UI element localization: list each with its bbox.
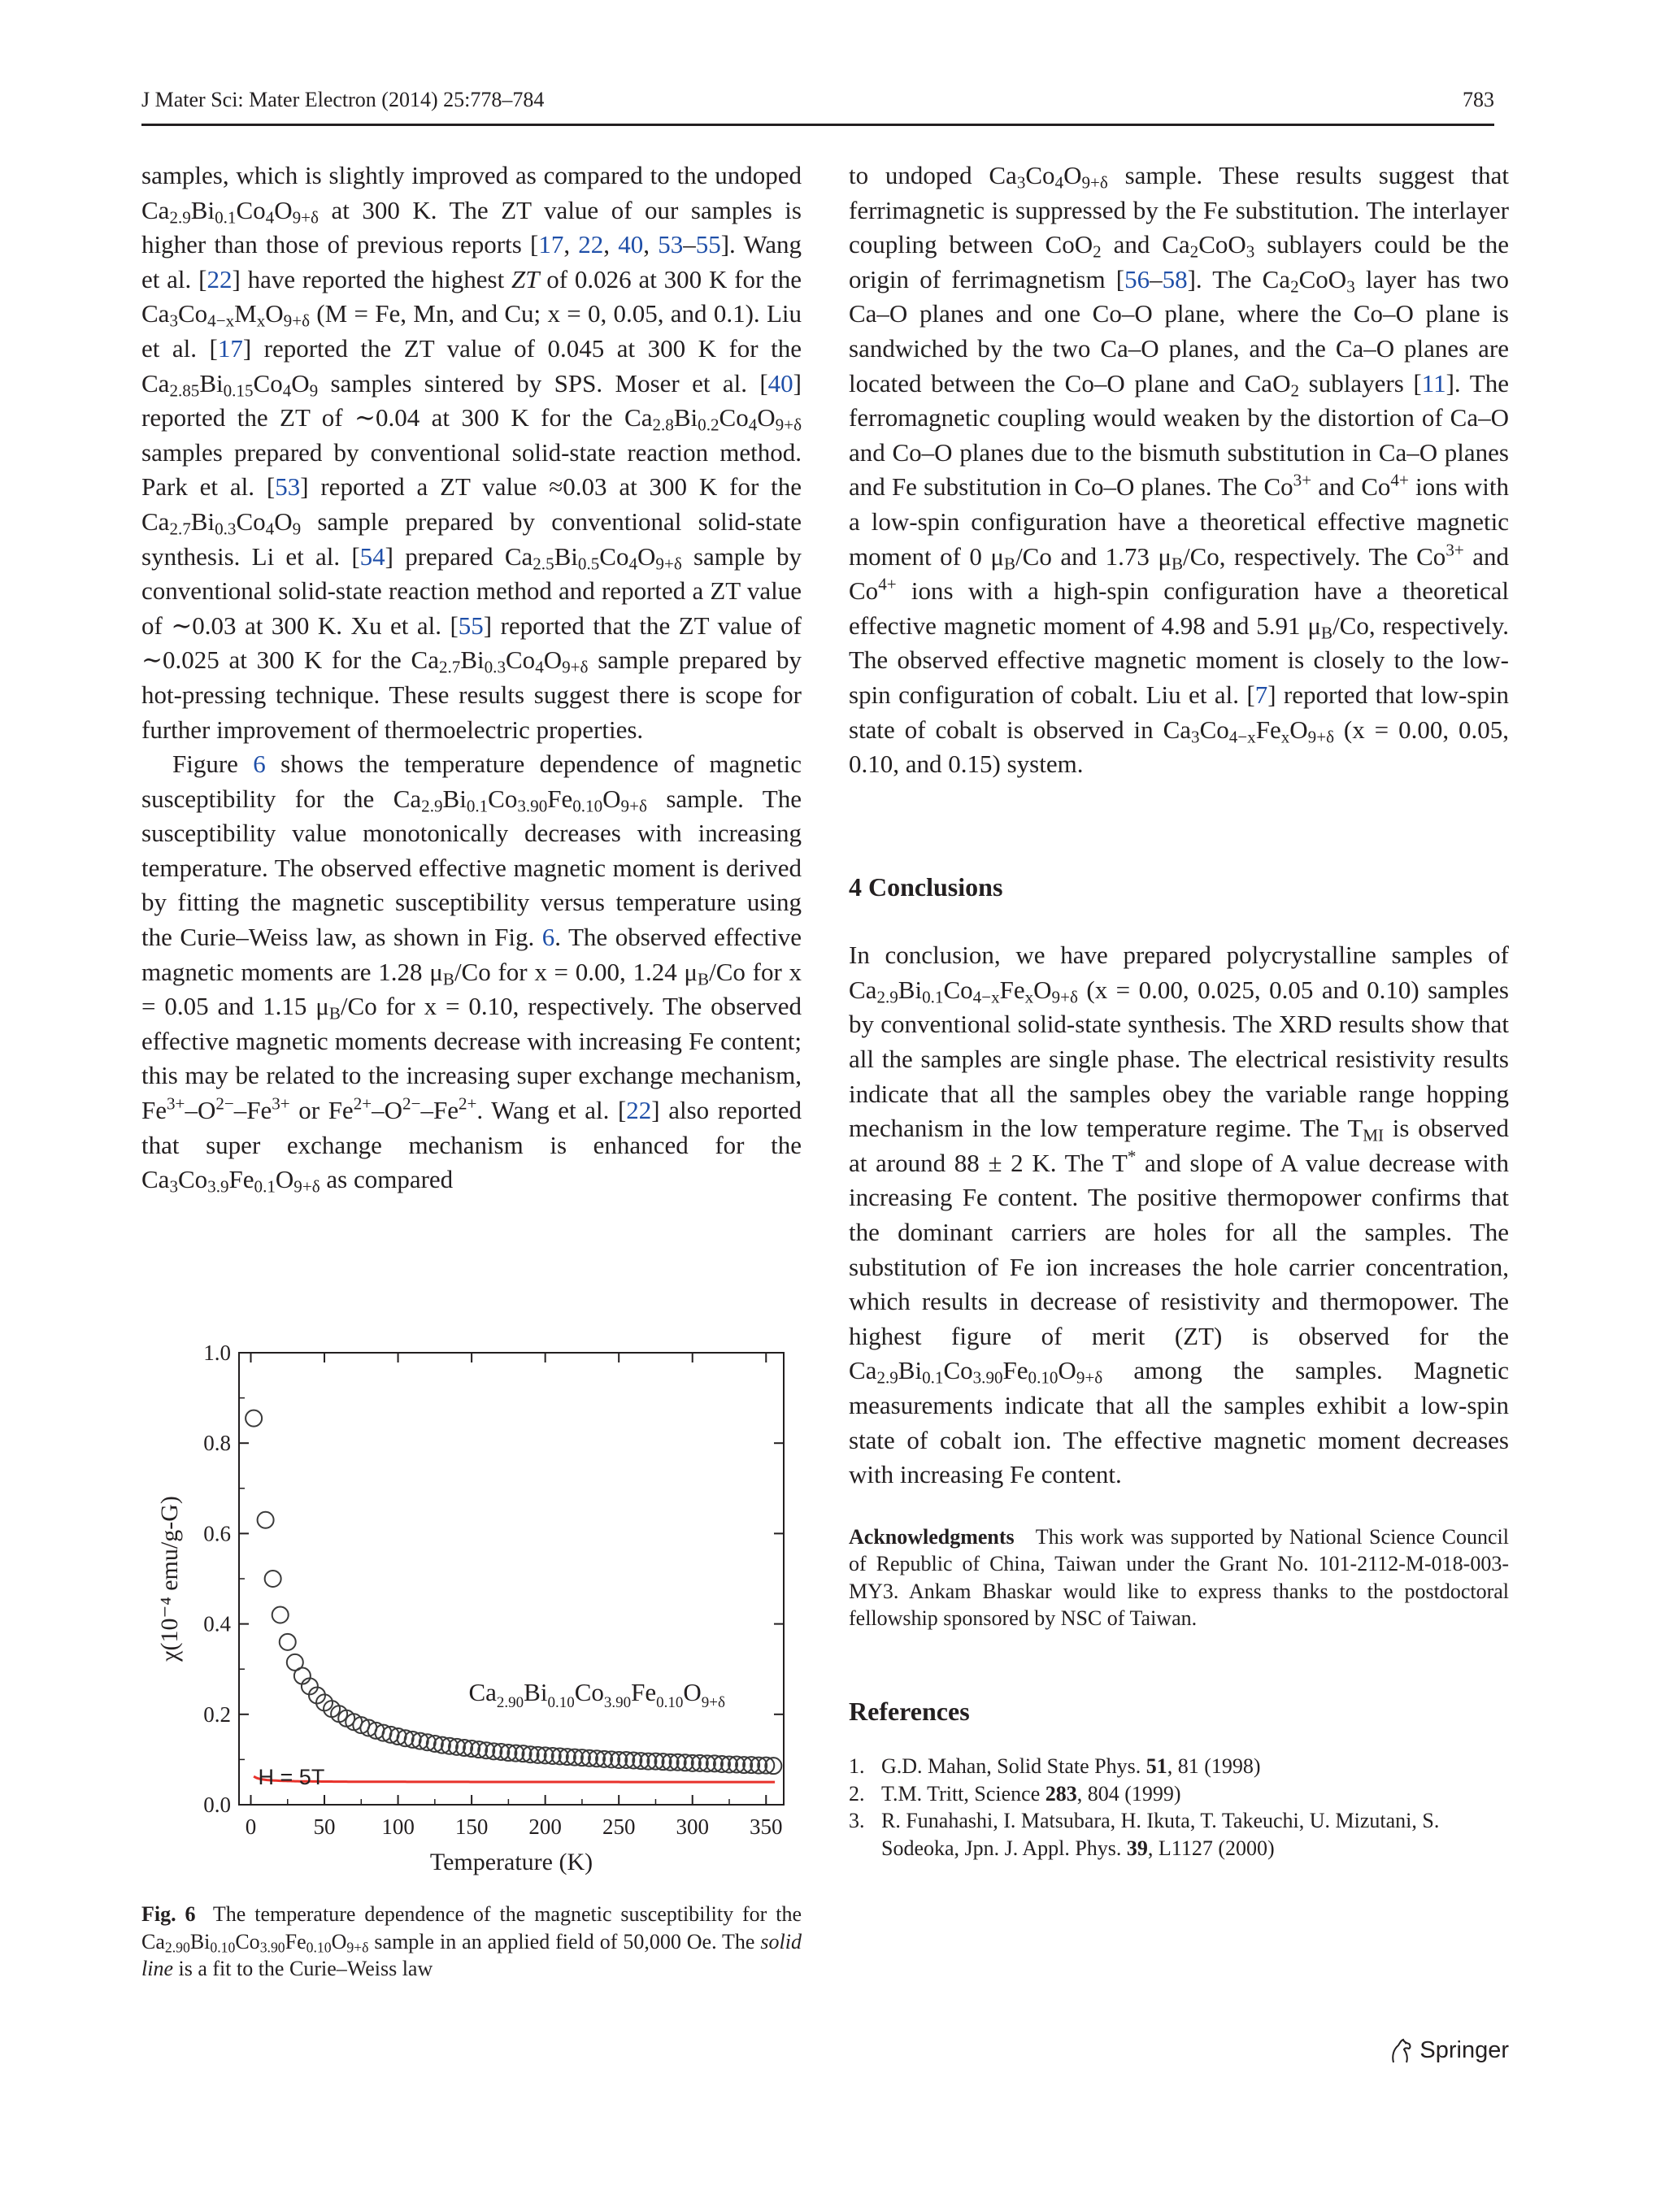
reference-item — [849, 1753, 1509, 1780]
susceptibility-chart — [141, 1333, 802, 1886]
y-tick-label: 0.6 — [203, 1521, 231, 1546]
formula-subscript: 0.10 — [656, 1694, 684, 1712]
citation-link[interactable]: 40 — [618, 230, 644, 259]
curie-weiss-fit-line — [254, 1776, 775, 1782]
sample-formula-annotation — [468, 1678, 725, 1711]
reference-item — [849, 1807, 1509, 1862]
paragraph-ferrimagnetism: to undoped $Ca_3Co_4O_{9+\delta}$ sample. These results suggest that ferrimagnetic is suppressed by the Fe substitution. The interlayer coupling between CoO$_2$ and $Ca_2CoO_3$ sublayers could be the origin of ferrimagnetism [56–58]. The $Ca_2CoO_3$ layer has two Ca–O planes and one Co–O plane, where the Co–O plane is sandwiched by the two Ca–O planes, and the Ca–O planes are located between the Co–O plane and CaO$_2$ sublayers [11]. The ferromagnetic coupling would weaken by the distortion of Ca–O and Co–O planes due to the bismuth substitution in Ca–O planes and Fe substitution in Co–O planes. The $Co^{3+}$ and $Co^{4+}$ ions with a low-spin configuration have a theoretical effective magnetic moment of 0 $\mu_B/Co$ and 1.73 $\mu_B/Co$, respectively. The $Co^{3+}$ and $Co^{4+}$ ions with a high-spin configuration have a theoretical effective magnetic moment of 4.98 and 5.91 $\mu_B/Co$, respectively. The observed effective magnetic moment is closely to the low-spin configuration of cobalt. Liu et al. [7] reported that low-spin state of cobalt is observed in $Ca_3Co_{4-x}Fe_xO_{9+\delta}$ (x = 0.00, 0.05, 0.10, and 0.15) system. — [849, 161, 1510, 779]
data-point — [265, 1571, 281, 1587]
field-annotation: H = 5T — [258, 1764, 325, 1789]
citation-link[interactable]: 22 — [626, 1096, 652, 1125]
citation-link[interactable]: 40 — [767, 368, 793, 398]
y-tick-label: 1.0 — [203, 1341, 231, 1365]
left-column — [141, 159, 802, 1197]
formula-subscript: 0.10 — [547, 1694, 575, 1712]
citation-link[interactable]: 53 — [658, 230, 684, 259]
paragraph-zt-comparison: samples, which is slightly improved as compared to the undoped $Ca_{2.9}Bi_{0.1}Co_4O_{9+\delta}$ at 300 K. The ZT value of our samples is higher than those of previous reports [17, 22, 40, 53–55]. Wang et al. [22] have reported the highest ZT of 0.026 at 300 K for the $Ca_3Co_{4-x}M_xO_{9+\delta}$ (M = Fe, Mn, and Cu; x = 0, 0.05, and 0.1). Liu et al. [17] reported the ZT value of 0.045 at 300 K for the $Ca_{2.85}Bi_{0.15}Co_4O_9$ samples sintered by SPS. Moser et al. [40] reported the ZT of ∼0.04 at 300 K for the $Ca_{2.8}Bi_{0.2}Co_4O_{9+\delta}$ samples prepared by conventional solid-state reaction method. Park et al. [53] reported a ZT value ≈0.03 at 300 K for the $Ca_{2.7}Bi_{0.3}Co_4O_9$ sample prepared by conventional solid-state synthesis. Li et al. [54] prepared $Ca_{2.5}Bi_{0.5}Co_4O_{9+\delta}$ sample by conventional solid-state reaction method and reported a ZT value of ∼0.03 at 300 K. Xu et al. [55] reported that the ZT value of ∼0.025 at 300 K for the $Ca_{2.7}Bi_{0.3}Co_4O_{9+\delta}$ sample prepared by hot-pressing technique. These results suggest there is scope for further improvement of thermoelectric properties. — [141, 161, 802, 744]
citation-link[interactable]: 56 — [1124, 264, 1150, 293]
y-axis-label: χ(10⁻⁴ emu/g-G) — [156, 1496, 183, 1662]
data-point — [258, 1512, 274, 1528]
springer-horse-icon — [1389, 2038, 1413, 2064]
paragraph-conclusions: In conclusion, we have prepared polycrystalline samples of $Ca_{2.9}Bi_{0.1}Co_{4-x}Fe_xO_{9+\delta}$ (x = 0.00, 0.025, 0.05 and 0.10) samples by conventional solid-state synthesis. The XRD results show that all the samples are single phase. The electrical resistivity results indicate that all the samples obey the variable range hopping mechanism in the low temperature regime. The $T_{MI}$ is observed at around 88 ± 2 K. The T* and slope of A value decrease with increasing Fe content. The positive thermopower confirms that the dominant carriers are holes for all the samples. The substitution of Fe ion increases the hole carrier concentration, which results in decrease of resistivity and thermopower. The highest figure of merit (ZT) is observed for the $Ca_{2.9}Bi_{0.1}Co_{3.90}Fe_{0.10}O_{9+\delta}$ among the samples. Magnetic measurements indicate that all the samples exhibit a low-spin state of cobalt ion. The effective magnetic moment decreases with increasing Fe content. — [849, 941, 1509, 1489]
section-heading-references: References — [849, 1696, 970, 1726]
reference-text: T.M. Tritt, Science 283, 804 (1999) — [881, 1781, 1181, 1806]
y-tick-label: 0.0 — [203, 1793, 231, 1817]
formula-element: Fe — [631, 1678, 657, 1707]
citation-link[interactable]: 53 — [275, 472, 301, 502]
citation-link[interactable]: 55 — [695, 230, 721, 259]
reference-item — [849, 1780, 1509, 1808]
citation-link[interactable]: 6 — [541, 923, 555, 952]
x-tick-label: 150 — [454, 1814, 489, 1839]
citation-link[interactable]: 17 — [538, 230, 564, 259]
data-point — [272, 1606, 289, 1623]
reference-text: R. Funahashi, I. Matsubara, H. Ikuta, T. Takeuchi, U. Mizutani, S. Sodeoka, Jpn. J. Appl. Phys. 39, L1127 (2000) — [881, 1809, 1440, 1860]
citation-link[interactable]: 54 — [359, 541, 385, 571]
citation-link[interactable]: 11 — [1421, 368, 1446, 398]
x-tick-label: 300 — [676, 1814, 709, 1839]
x-tick-label: 200 — [528, 1814, 562, 1839]
formula-element: Co — [574, 1678, 604, 1707]
section-heading-conclusions: 4 Conclusions — [849, 871, 1003, 902]
reference-number: 2. — [849, 1781, 865, 1806]
formula-element: Ca — [468, 1678, 497, 1707]
data-point — [280, 1634, 296, 1650]
x-tick-label: 0 — [245, 1814, 257, 1839]
formula-subscript: 2.90 — [496, 1694, 524, 1712]
formula-subscript: 9+δ — [701, 1694, 725, 1712]
formula-subscript: 3.90 — [603, 1694, 632, 1712]
citation-link[interactable]: 7 — [1254, 680, 1268, 709]
springer-logo — [1389, 2037, 1509, 2064]
y-tick-label: 0.2 — [203, 1701, 231, 1727]
publisher-name: Springer — [1419, 2037, 1509, 2063]
y-tick-label: 0.8 — [203, 1431, 231, 1456]
figure-6-caption — [141, 1901, 802, 1983]
y-tick-label: 0.4 — [203, 1611, 231, 1636]
journal-citation: J Mater Sci: Mater Electron (2014) 25:778–784 — [141, 88, 545, 111]
citation-link[interactable]: 22 — [578, 230, 604, 259]
reference-text: G.D. Mahan, Solid State Phys. 51, 81 (1998) — [881, 1754, 1261, 1779]
x-tick-label: 350 — [750, 1814, 783, 1839]
plot-frame — [239, 1353, 784, 1805]
header-rule — [141, 124, 1494, 126]
citation-link[interactable]: 55 — [458, 611, 484, 640]
figure-label: Fig. 6 — [141, 1902, 196, 1926]
formula-element: O — [683, 1678, 702, 1707]
data-point — [246, 1410, 262, 1427]
citation-link[interactable]: 22 — [206, 264, 233, 293]
figure-caption-text: The temperature dependence of the magnetic susceptibility for the $Ca_{2.90}Bi_{0.10}Co_{3.90}Fe_{0.10}O_{9+\delta}$ sample in an applied field of 50,000 Oe. The solid line is a fit to the Curie–Weiss law — [141, 1902, 802, 1980]
citation-link[interactable]: 58 — [1162, 264, 1188, 293]
acknowledgments — [849, 1523, 1509, 1632]
figure-6 — [141, 1333, 802, 1886]
reference-number: 1. — [849, 1754, 865, 1779]
formula-element: Bi — [524, 1678, 548, 1707]
reference-number: 3. — [849, 1809, 865, 1833]
citation-link[interactable]: 6 — [253, 750, 266, 779]
right-column — [849, 159, 1509, 1862]
x-tick-label: 250 — [602, 1814, 636, 1839]
acknowledgments-title: Acknowledgments — [849, 1524, 1015, 1549]
x-axis-label: Temperature (K) — [429, 1849, 593, 1875]
acknowledgments-text: This work was supported by National Science Council of Republic of China, Taiwan under the Grant No. 101-2112-M-018-003-MY3. Ankam Bhaskar would like to express thanks to the postdoctoral fellowship sponsored by NSC of Taiwan. — [849, 1524, 1510, 1631]
paragraph-magnetic-susceptibility: Figure 6 shows the temperature dependence of magnetic susceptibility for the $Ca_{2.9}Bi_{0.1}Co_{3.90}Fe_{0.10}O_{9+\delta}$ sample. The susceptibility value monotonically decreases with increasing temperature. The observed effective magnetic moment is derived by fitting the magnetic susceptibility versus temperature using the Curie–Weiss law, as shown in Fig. 6. The observed effective magnetic moments are 1.28 $\mu_B/Co$ for x = 0.00, 1.24 $\mu_B/Co$ for x = 0.05 and 1.15 $\mu_B/Co$ for x = 0.10, respectively. The observed effective magnetic moments decrease with increasing Fe content; this may be related to the increasing super exchange mechanism, $Fe^{3+}-O^{2-}-Fe^{3+}$ or $Fe^{2+}-O^{2-}-Fe^{2+}$. Wang et al. [22] also reported that super exchange mechanism is enhanced for the $Ca_3Co_{3.9}Fe_{0.1}O_{9+\delta}$ as compared — [141, 750, 802, 1197]
reference-list — [849, 1753, 1509, 1862]
x-tick-label: 100 — [381, 1814, 415, 1839]
citation-link[interactable]: 17 — [217, 333, 243, 363]
x-tick-label: 50 — [313, 1814, 336, 1839]
page-number: 783 — [1463, 88, 1494, 111]
